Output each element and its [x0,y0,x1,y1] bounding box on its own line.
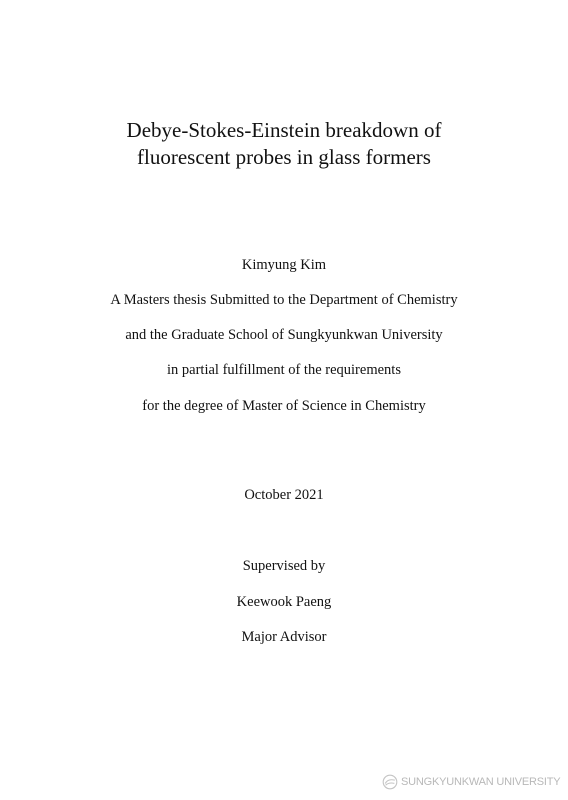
submission-line-1: A Masters thesis Submitted to the Department of Chemistry [110,292,458,308]
submission-line-3: in partial fulfillment of the requirements [167,362,401,378]
thesis-title-line-1: Debye-Stokes-Einstein breakdown of [126,118,442,142]
submission-line-4: for the degree of Master of Science in Chemistry [142,398,426,414]
thesis-title [0,117,568,171]
supervised-by-label: Supervised by [242,558,326,574]
submission-line-2: and the Graduate School of Sungkyunkwan University [125,327,443,343]
advisor-name: Keewook Paeng [236,594,332,610]
advisor-role: Major Advisor [241,629,327,645]
thesis-title-line-2: fluorescent probes in glass formers [137,145,431,169]
submission-date: October 2021 [244,487,324,503]
university-watermark-text: SUNGKYUNKWAN UNIVERSITY [401,776,561,788]
author-name: Kimyung Kim [241,257,327,273]
university-logo-icon [382,774,398,790]
university-watermark [382,774,560,790]
